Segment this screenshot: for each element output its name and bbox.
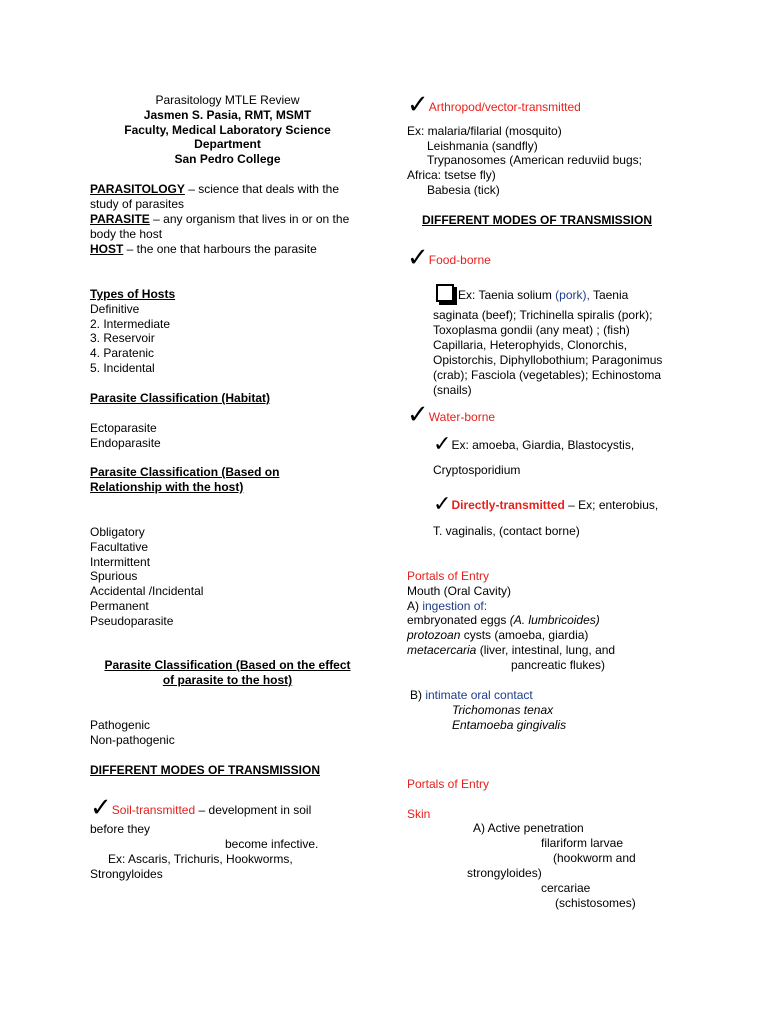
soil-transmitted: ✓Soil-transmitted – development in soil [90, 793, 312, 823]
checkmark-icon: ✓ [90, 793, 112, 823]
relationship-item: Spurious [90, 569, 138, 583]
cercariae-line: cercariae [541, 881, 591, 895]
food-borne: ✓Food-borne [407, 243, 491, 273]
relationship-item: Pseudoparasite [90, 614, 174, 628]
hookworm-line: (hookworm and [553, 851, 636, 865]
oral-contact-item: Entamoeba gingivalis [452, 718, 567, 732]
portals-heading: Portals of Entry [407, 569, 490, 583]
checkmark-icon: ✓ [407, 243, 429, 273]
habitat-item: Ectoparasite [90, 421, 157, 435]
oral-contact-item: Trichomonas tenax [452, 703, 554, 717]
doc-school: San Pedro College [174, 152, 281, 166]
ingestion-line: A) ingestion of: [407, 599, 488, 613]
relationship-item: Accidental /Incidental [90, 584, 204, 598]
def-parasite: PARASITE – any organism that lives in or on the body the host [90, 212, 350, 241]
host-item: 5. Incidental [90, 361, 155, 375]
doc-author: Jasmen S. Pasia, RMT, MSMT [143, 108, 312, 122]
checkmark-icon: ✓ [407, 400, 429, 430]
checkmark-icon: ✓ [433, 492, 452, 517]
water-example: ✓Ex: amoeba, Giardia, Blastocystis, [433, 432, 635, 457]
ingestion-metacercaria: metacercaria (liver, intestinal, lung, and [407, 643, 616, 657]
food-line: saginata (beef); Trichinella spiralis (pork); [433, 308, 653, 322]
directly-transmitted: ✓Directly-transmitted – Ex; enterobius, [433, 492, 659, 517]
food-line: Opistorchis, Diphyllobothium; Paragonimus [433, 353, 663, 367]
checkbox-icon [436, 284, 454, 302]
relationship-heading-cont: Relationship with the host) [90, 480, 244, 494]
arthropod-line: Africa: tsetse fly) [407, 168, 496, 182]
hosts-heading: Types of Hosts [90, 287, 176, 301]
def-parasitology: PARASITOLOGY – science that deals with the study of parasites [90, 182, 339, 211]
host-item: Definitive [90, 302, 140, 316]
direct-line: T. vaginalis, (contact borne) [433, 524, 580, 538]
effect-heading: Parasite Classification (Based on the effect [104, 658, 351, 672]
doc-title: Parasitology MTLE Review [155, 93, 300, 107]
effect-item: Pathogenic [90, 718, 151, 732]
relationship-item: Obligatory [90, 525, 145, 539]
host-item: 4. Paratenic [90, 346, 155, 360]
food-line: (snails) [433, 383, 472, 397]
arthropod-line: Ex: malaria/filarial (mosquito) [407, 124, 562, 138]
filariform-line: filariform larvae [541, 836, 624, 850]
schistosomes-line: (schistosomes) [555, 896, 636, 910]
relationship-item: Facultative [90, 540, 149, 554]
water-line: Cryptosporidium [433, 463, 521, 477]
oral-contact-line: B) intimate oral contact [410, 688, 533, 702]
portals-heading-2: Portals of Entry [407, 777, 490, 791]
soil-line: Strongyloides [90, 867, 163, 881]
metacercaria-line: pancreatic flukes) [511, 658, 606, 672]
doc-affiliation: Faculty, Medical Laboratory Science [124, 123, 331, 137]
soil-line: Ex: Ascaris, Trichuris, Hookworms, [108, 852, 293, 866]
ingestion-protozoan: protozoan cysts (amoeba, giardia) [407, 628, 589, 642]
host-item: 3. Reservoir [90, 331, 155, 345]
def-host: HOST – the one that harbours the parasite [90, 242, 317, 256]
doc-affiliation-dept: Department [194, 137, 261, 151]
relationship-item: Intermittent [90, 555, 151, 569]
active-penetration: A) Active penetration [473, 821, 584, 835]
habitat-item: Endoparasite [90, 436, 161, 450]
water-borne: ✓Water-borne [407, 400, 496, 430]
soil-line: before they [90, 822, 151, 836]
relationship-item: Permanent [90, 599, 149, 613]
ingestion-eggs: embryonated eggs (A. lumbricoides) [407, 613, 600, 627]
modes-heading-right: DIFFERENT MODES OF TRANSMISSION [422, 213, 653, 227]
mouth-label: Mouth (Oral Cavity) [407, 584, 512, 598]
effect-item: Non-pathogenic [90, 733, 175, 747]
soil-line: become infective. [225, 837, 319, 851]
skin-label: Skin [407, 807, 431, 821]
food-line: Toxoplasma gondii (any meat) ; (fish) [433, 323, 630, 337]
host-item: 2. Intermediate [90, 317, 171, 331]
arthropod-line: Trypanosomes (American reduviid bugs; [427, 153, 642, 167]
strongyloides-line: strongyloides) [467, 866, 542, 880]
checkmark-icon: ✓ [433, 432, 452, 457]
food-line: (crab); Fasciola (vegetables); Echinostoma [433, 368, 662, 382]
arthropod-transmitted: ✓Arthropod/vector-transmitted [407, 90, 581, 120]
effect-heading-cont: of parasite to the host) [162, 673, 293, 687]
modes-heading: DIFFERENT MODES OF TRANSMISSION [90, 763, 321, 777]
food-example: Ex: Taenia solium (pork), Taenia [436, 284, 628, 303]
arthropod-line: Babesia (tick) [427, 183, 500, 197]
habitat-heading: Parasite Classification (Habitat) [90, 391, 271, 405]
arthropod-line: Leishmania (sandfly) [427, 139, 538, 153]
checkmark-icon: ✓ [407, 90, 429, 120]
food-line: Capillaria, Heterophyids, Clonorchis, [433, 338, 628, 352]
relationship-heading: Parasite Classification (Based on [90, 465, 280, 479]
